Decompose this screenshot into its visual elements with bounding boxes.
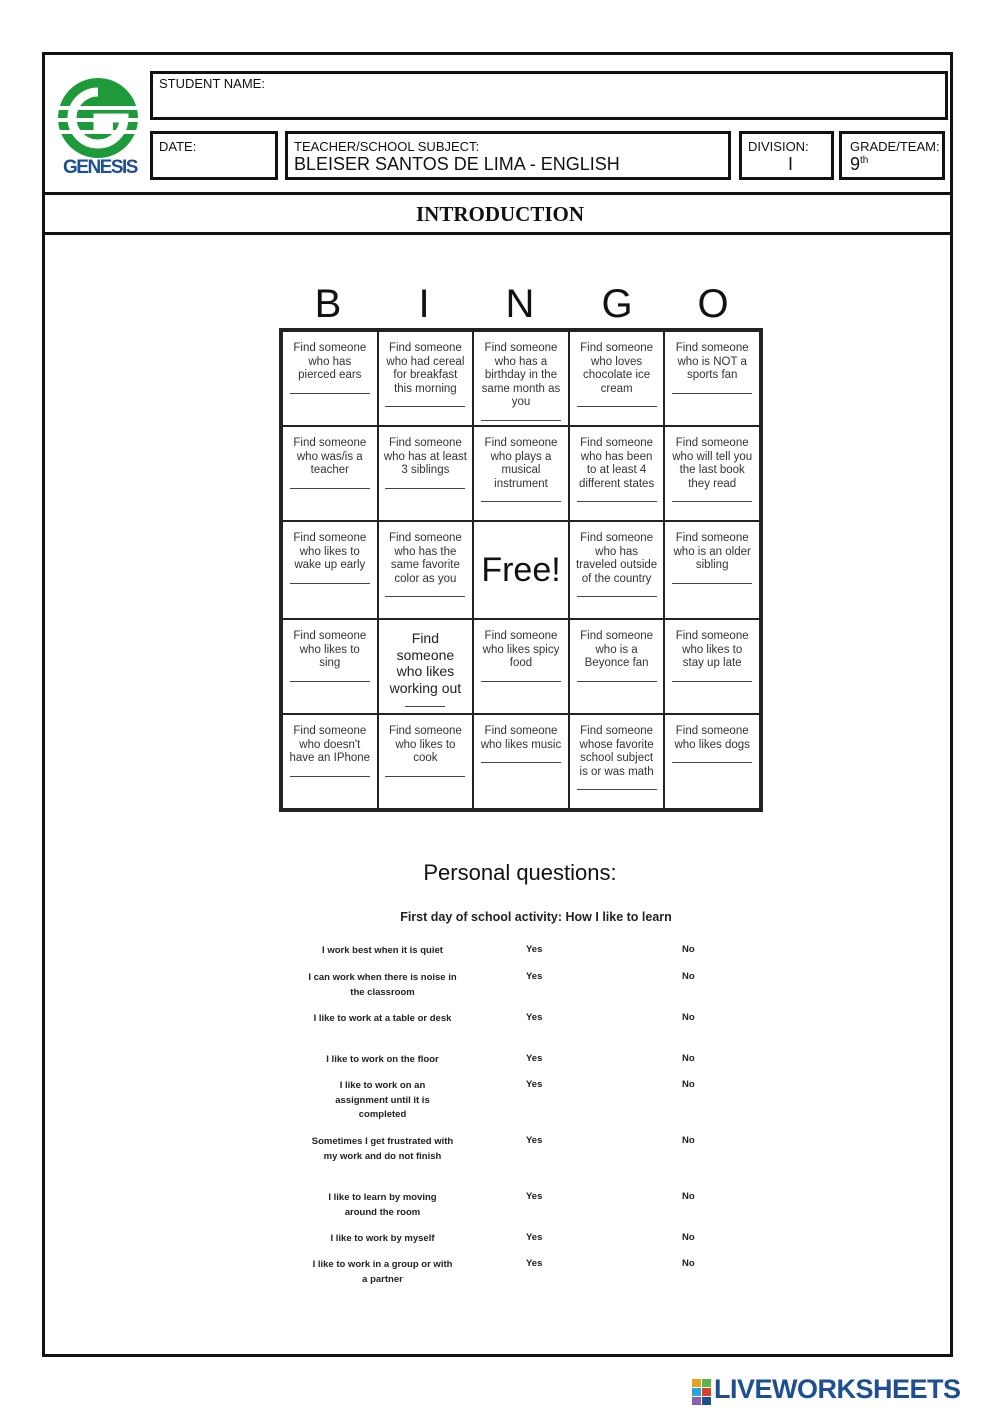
liveworksheets-watermark [692, 1374, 992, 1408]
bingo-cell-text: Find someone whose favorite school subject is or was math [579, 725, 654, 778]
student-name-field[interactable] [150, 71, 948, 120]
bingo-letter-g: G [601, 282, 633, 326]
bingo-cell-text: Find someone who loves chocolate ice cream [580, 342, 654, 395]
answer-line [577, 675, 657, 682]
answer-line [577, 590, 657, 597]
bingo-grid [279, 328, 763, 812]
bingo-cell[interactable] [378, 714, 474, 809]
bingo-cell[interactable] [569, 619, 665, 714]
question-text: I like to work in a group or with a partner [312, 1259, 453, 1285]
bingo-letter-i: I [418, 282, 430, 326]
no-option[interactable]: No [682, 1053, 695, 1064]
answer-line [481, 414, 561, 421]
bingo-cell-text: Find someone who is an older sibling [673, 532, 751, 571]
student-name-label: STUDENT NAME: [159, 76, 265, 91]
answer-line [672, 387, 752, 394]
answer-line [290, 770, 370, 777]
grade-suffix: th [860, 155, 869, 166]
bingo-cell-text: Find someone who has pierced ears [293, 342, 367, 381]
bingo-cell-text: Find someone who has at least 3 siblings [383, 437, 467, 476]
yes-option[interactable]: Yes [526, 1135, 543, 1146]
activity-subtitle: First day of school activity: How I like to learn [400, 910, 672, 924]
bingo-letter-b: B [314, 282, 342, 326]
answer-line [672, 495, 752, 502]
bingo-free-cell[interactable] [473, 521, 569, 619]
no-option[interactable]: No [682, 1012, 695, 1023]
bingo-cell-text: Find someone who had cereal for breakfast this morning [386, 342, 465, 395]
teacher-label: TEACHER/SCHOOL SUBJECT: [294, 139, 480, 154]
division-value: I [788, 154, 794, 174]
answer-line [577, 495, 657, 502]
no-option[interactable]: No [682, 1135, 695, 1146]
question-text: I like to work at a table or desk [313, 1013, 452, 1024]
bingo-cell[interactable] [664, 619, 760, 714]
answer-line [481, 495, 561, 502]
bingo-cell[interactable] [473, 331, 569, 426]
question-text: I like to work on the floor [326, 1054, 439, 1065]
bingo-cell-text: Find someone who likes working out [389, 630, 462, 696]
title-divider [45, 232, 950, 235]
bingo-cell[interactable] [664, 521, 760, 619]
liveworksheets-logo-icon [692, 1379, 712, 1405]
yes-option[interactable]: Yes [526, 1191, 543, 1202]
bingo-letter-n: N [505, 282, 535, 326]
bingo-cell[interactable] [378, 619, 474, 714]
bingo-cell[interactable] [378, 426, 474, 521]
yes-option[interactable]: Yes [526, 971, 543, 982]
yes-option[interactable]: Yes [526, 944, 543, 955]
division-label: DIVISION: [748, 139, 809, 154]
bingo-cell-text: Find someone who likes to cook [388, 725, 462, 764]
bingo-cell[interactable] [664, 331, 760, 426]
bingo-cell-text: Find someone who has traveled outside of the country [575, 532, 658, 585]
bingo-cell-text: Find someone who likes to sing [293, 630, 367, 669]
yes-option[interactable]: Yes [526, 1079, 543, 1090]
yes-option[interactable]: Yes [526, 1012, 543, 1023]
no-option[interactable]: No [682, 944, 695, 955]
bingo-cell-text: Find someone who has been to at least 4 different states [578, 437, 655, 490]
answer-line [481, 675, 561, 682]
genesis-logo [55, 78, 145, 178]
answer-line [672, 756, 752, 763]
answer-line [481, 756, 561, 763]
answer-line [385, 770, 465, 777]
bingo-cell[interactable] [282, 426, 378, 521]
yes-option[interactable]: Yes [526, 1053, 543, 1064]
question-text: I like to work on an assignment until it is completed [335, 1080, 430, 1120]
no-option[interactable]: No [682, 971, 695, 982]
bingo-cell-text: Find someone who has a birthday in the same month as you [481, 342, 561, 408]
bingo-cell[interactable] [569, 426, 665, 521]
bingo-cell[interactable] [282, 331, 378, 426]
answer-line [405, 700, 445, 707]
bingo-letter-o: O [697, 282, 729, 326]
bingo-cell-text: Find someone who likes to stay up late [675, 630, 749, 669]
question-text: I like to learn by moving around the room [328, 1192, 437, 1218]
bingo-cell[interactable] [282, 521, 378, 619]
bingo-cell[interactable] [569, 521, 665, 619]
bingo-cell-text: Find someone who is NOT a sports fan [675, 342, 749, 381]
bingo-cell-text: Find someone who likes to wake up early [293, 532, 367, 571]
teacher-value: BLEISER SANTOS DE LIMA - ENGLISH [294, 154, 620, 174]
answer-line [672, 675, 752, 682]
bingo-cell-text: Find someone who likes spicy food [482, 630, 560, 669]
bingo-cell[interactable] [378, 521, 474, 619]
svg-text:GENESIS: GENESIS [63, 157, 137, 178]
answer-line [290, 577, 370, 584]
liveworksheets-text: LIVEWORKSHEETS [714, 1374, 961, 1404]
bingo-cell-text: Find someone who plays a musical instrument [484, 437, 558, 490]
grade-field [839, 131, 945, 180]
grade-value [850, 154, 868, 175]
question-text: I work best when it is quiet [322, 945, 443, 956]
header-divider [45, 192, 950, 195]
answer-line [672, 577, 752, 584]
bingo-cell[interactable] [473, 714, 569, 809]
question-text: Sometimes I get frustrated with my work and do not finish [311, 1136, 454, 1162]
answer-line [385, 482, 465, 489]
bingo-letters [280, 282, 762, 326]
bingo-cell[interactable] [473, 619, 569, 714]
answer-line [290, 482, 370, 489]
answer-line [577, 400, 657, 407]
yes-option[interactable]: Yes [526, 1258, 543, 1269]
bingo-cell[interactable] [569, 331, 665, 426]
bingo-cell[interactable] [282, 714, 378, 809]
bingo-cell-text: Find someone who will tell you the last book they read [672, 437, 753, 490]
answer-line [385, 590, 465, 597]
question-text: I can work when there is noise in the classroom [308, 972, 457, 998]
teacher-field [285, 131, 731, 180]
division-field [739, 131, 834, 180]
bingo-cell[interactable] [664, 426, 760, 521]
no-option[interactable]: No [682, 1258, 695, 1269]
grade-label: GRADE/TEAM: [850, 139, 940, 154]
bingo-cell-text: Find someone who is a Beyonce fan [580, 630, 654, 669]
bingo-cell-text: Find someone who has the same favorite color as you [388, 532, 462, 585]
bingo-cell[interactable] [473, 426, 569, 521]
question-text: I like to work by myself [330, 1233, 435, 1244]
answer-line [290, 675, 370, 682]
bingo-cell-text: Find someone who likes music [480, 725, 562, 751]
answer-line [577, 783, 657, 790]
free-text: Free! [481, 551, 561, 589]
bingo-cell[interactable] [282, 619, 378, 714]
bingo-cell-text: Find someone who doesn't have an IPhone [289, 725, 371, 764]
date-field[interactable] [150, 131, 278, 180]
yes-option[interactable]: Yes [526, 1232, 543, 1243]
bingo-cell[interactable] [664, 714, 760, 809]
no-option[interactable]: No [682, 1079, 695, 1090]
answer-line [290, 387, 370, 394]
section-title: INTRODUCTION [415, 202, 585, 226]
bingo-cell[interactable] [378, 331, 474, 426]
personal-questions-heading: Personal questions: [423, 860, 617, 885]
bingo-cell-text: Find someone who likes dogs [674, 725, 750, 751]
no-option[interactable]: No [682, 1191, 695, 1202]
date-label: DATE: [159, 139, 197, 154]
bingo-cell-text: Find someone who was/is a teacher [293, 437, 367, 476]
no-option[interactable]: No [682, 1232, 695, 1243]
bingo-cell[interactable] [569, 714, 665, 809]
grade-number: 9 [850, 154, 861, 174]
answer-line [385, 400, 465, 407]
